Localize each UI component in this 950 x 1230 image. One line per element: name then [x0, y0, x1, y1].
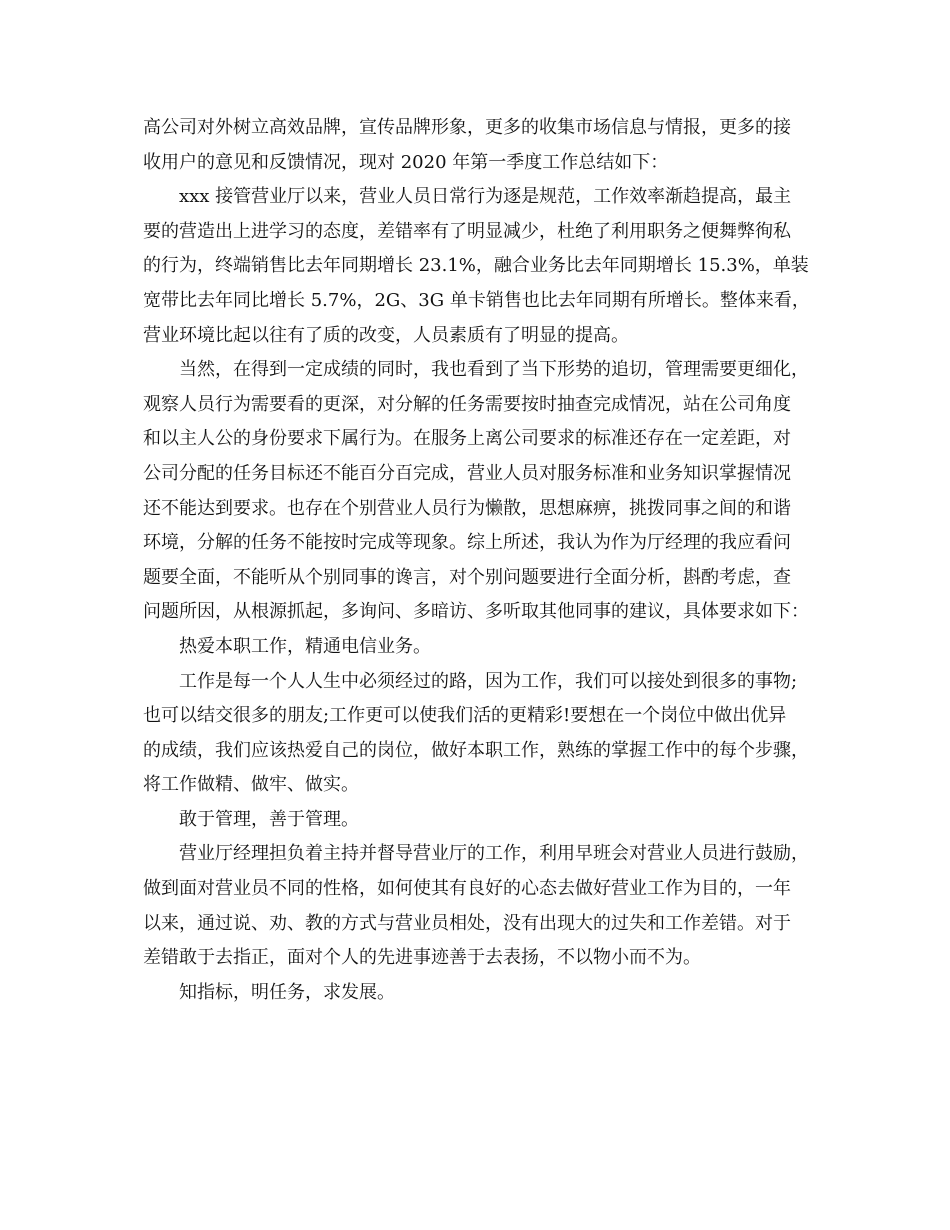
text-line: xxx 接管营业厅以来，营业人员日常行为逐是规范，工作效率渐趋提高，最主: [179, 186, 792, 208]
text-line: 宽带比去年同比增长 5.7%，2G、3G 单卡销售也比去年同期有所增长。整体来看，: [143, 289, 810, 311]
text-line: 将工作做精、做牢、做实。: [143, 774, 359, 796]
document-body: [143, 111, 823, 1010]
text-line: 高公司对外树立高效品牌，宣传品牌形象，更多的收集市场信息与情报，更多的接: [143, 117, 791, 138]
text-line: 做到面对营业员不同的性格，如何使其有良好的心态去做好营业工作为目的，一年: [143, 878, 791, 900]
text-line: 工作是每一个人人生中必须经过的路，因为工作，我们可以接处到很多的事物;: [179, 670, 798, 692]
text-line: 营业厅经理担负着主持并督导营业厅的工作，利用早班会对营业人员进行鼓励，: [179, 843, 809, 865]
text-line: 知指标，明任务，求发展。: [179, 981, 395, 1003]
text-line: 当然，在得到一定成绩的同时，我也看到了当下形势的追切，管理需要更细化，: [179, 359, 809, 381]
text-line: 热爱本职工作，精通电信业务。: [179, 635, 431, 657]
text-line: 的行为，终端销售比去年同期增长 23.1%，融合业务比去年同期增长 15.3%，单装: [143, 255, 809, 277]
text-line: 题要全面，不能听从个别同事的谗言，对个别问题要进行全面分析，斟酌考虑，查: [143, 566, 791, 588]
text-line: 也可以结交很多的朋友;工作更可以使我们活的更精彩!要想在一个岗位中做出优异: [143, 705, 787, 727]
text-line: 营业环境比起以往有了质的改变，人员素质有了明显的提高。: [143, 324, 629, 346]
text-line: 收用户的意见和反馈情况，现对 2020 年第一季度工作总结如下：: [143, 151, 669, 173]
text-line: 敢于管理，善于管理。: [179, 808, 359, 830]
text-line: 的成绩，我们应该热爱自己的岗位，做好本职工作，熟练的掌握工作中的每个步骤，: [143, 739, 809, 761]
text-line: 差错敢于去指正，面对个人的先进事迹善于去表扬，不以物小而不为。: [143, 947, 701, 969]
text-line: 公司分配的任务目标还不能百分百完成，营业人员对服务标准和业务知识掌握情况: [143, 462, 791, 484]
text-line: 问题所因，从根源抓起，多询问、多暗访、多听取其他同事的建议，具体要求如下：: [143, 601, 809, 623]
text-line: 观察人员行为需要看的更深，对分解的任务需要按时抽查完成情况，站在公司角度: [143, 393, 791, 415]
text-line: 要的营造出上进学习的态度，差错率有了明显减少，杜绝了利用职务之便舞弊徇私: [143, 220, 791, 242]
text-line: 和以主人公的身份要求下属行为。在服务上离公司要求的标准还存在一定差距，对: [143, 428, 791, 450]
text-line: 以来，通过说、劝、教的方式与营业员相处，没有出现大的过失和工作差错。对于: [143, 912, 791, 934]
text-line: 环境，分解的任务不能按时完成等现象。综上所述，我认为作为厅经理的我应看问: [143, 532, 791, 554]
text-line: 还不能达到要求。也存在个别营业人员行为懒散，思想麻痹，挑拨同事之间的和谐: [143, 497, 791, 519]
